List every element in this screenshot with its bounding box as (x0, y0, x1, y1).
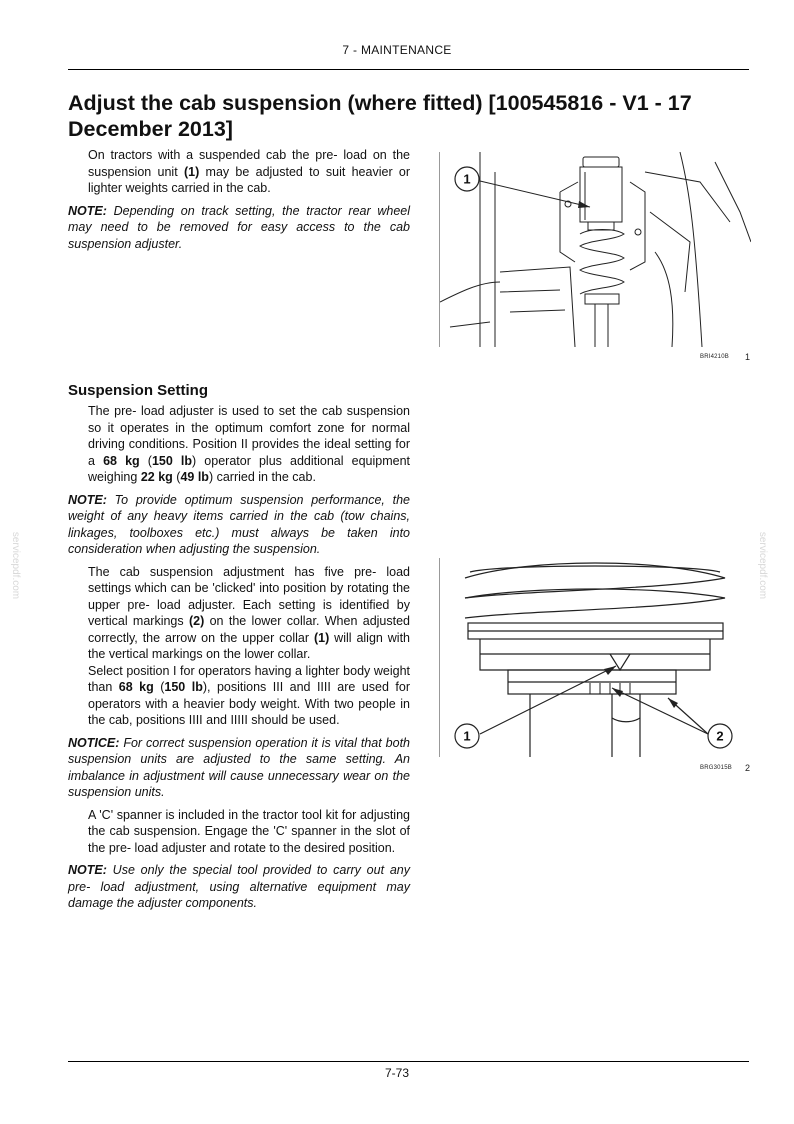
figure2-code: BRG3015B (700, 765, 732, 771)
header-rule (68, 69, 749, 70)
intro-paragraph: On tractors with a suspended cab the pre- load on the suspension unit (1) may be adjusted to suit heavier or lighter weights carried in the cab. (88, 148, 411, 195)
footer-rule (68, 1061, 749, 1062)
section-heading-suspension-setting: Suspension Setting (68, 382, 209, 399)
intro-section (68, 147, 410, 252)
suspension-unit-illustration (440, 152, 751, 347)
adjustment-paragraph: The cab suspension adjustment has five pre- load settings which can be 'clicked' into position by rotating the upper pre- load adjuster. Each setting is identified by vertical markings (2) on the lower collar. When adjusted correctly, the arrow on the upper collar (1) will align with the vertical markings on the lower collar. (88, 564, 411, 661)
special-tool-note: NOTE: Use only the special tool provided to carry out any pre- load adjustment, using alternative equipment may damage the adjuster components. (68, 863, 410, 910)
watermark-right: servicepdf.com (757, 531, 769, 600)
position-paragraph: Select position I for operators having a lighter body weight than 68 kg (150 lb), positions III and IIII are used for operators with a heavier body weight. With two people in the cab, positions IIII and IIIII should be used. (88, 663, 411, 727)
svg-text:2: 2 (716, 728, 724, 744)
notice-paragraph: NOTICE: For correct suspension operation it is vital that both suspension units are adjusted to the same setting. An imbalance in adjustment will cause unnecessary wear on the suspension units. (68, 735, 410, 799)
svg-text:1: 1 (463, 728, 471, 744)
spanner-paragraph: A 'C' spanner is included in the tractor tool kit for adjusting the cab suspension. Engage the 'C' spanner in the slot of the pre- load adjuster and rotate to the desired position. (88, 807, 410, 855)
preload-paragraph: The pre- load adjuster is used to set the cab suspension so it operates in the optimum comfort zone for normal driving conditions. Position II provides the ideal setting for a 68 kg (150 lb) operator plus additional equipment weighing 22 kg (49 lb) carried in the cab. (88, 404, 411, 484)
page-title: Adjust the cab suspension (where fitted) [100545816 - V1 - 17 December 2013] (68, 91, 692, 141)
figure2-number: 2 (745, 763, 751, 773)
intro-note: NOTE: Depending on track setting, the tractor rear wheel may need to be removed for easy access to the cab suspension adjuster. (68, 203, 410, 251)
figure1-code: BRI4210B (700, 354, 729, 360)
figure-suspension-unit (439, 152, 751, 347)
figure1-number: 1 (745, 352, 751, 362)
svg-text:1: 1 (463, 171, 471, 187)
callout-1 (455, 724, 479, 748)
suspension-setting-section (68, 403, 410, 912)
page-number: 7-73 (384, 1066, 410, 1080)
weight-note: NOTE: To provide optimum suspension performance, the weight of any heavy items carried in the cab (tow chains, linkages, toolboxes etc.) must always be taken into consideration when adjusting the suspension. (68, 492, 410, 556)
section-title: 7 - MAINTENANCE (342, 43, 452, 57)
figure-adjuster-collars (439, 558, 751, 757)
callout-1 (455, 167, 479, 191)
watermark-left: servicepdf.com (10, 531, 22, 600)
callout-2 (708, 724, 732, 748)
adjuster-collars-illustration (440, 558, 751, 757)
